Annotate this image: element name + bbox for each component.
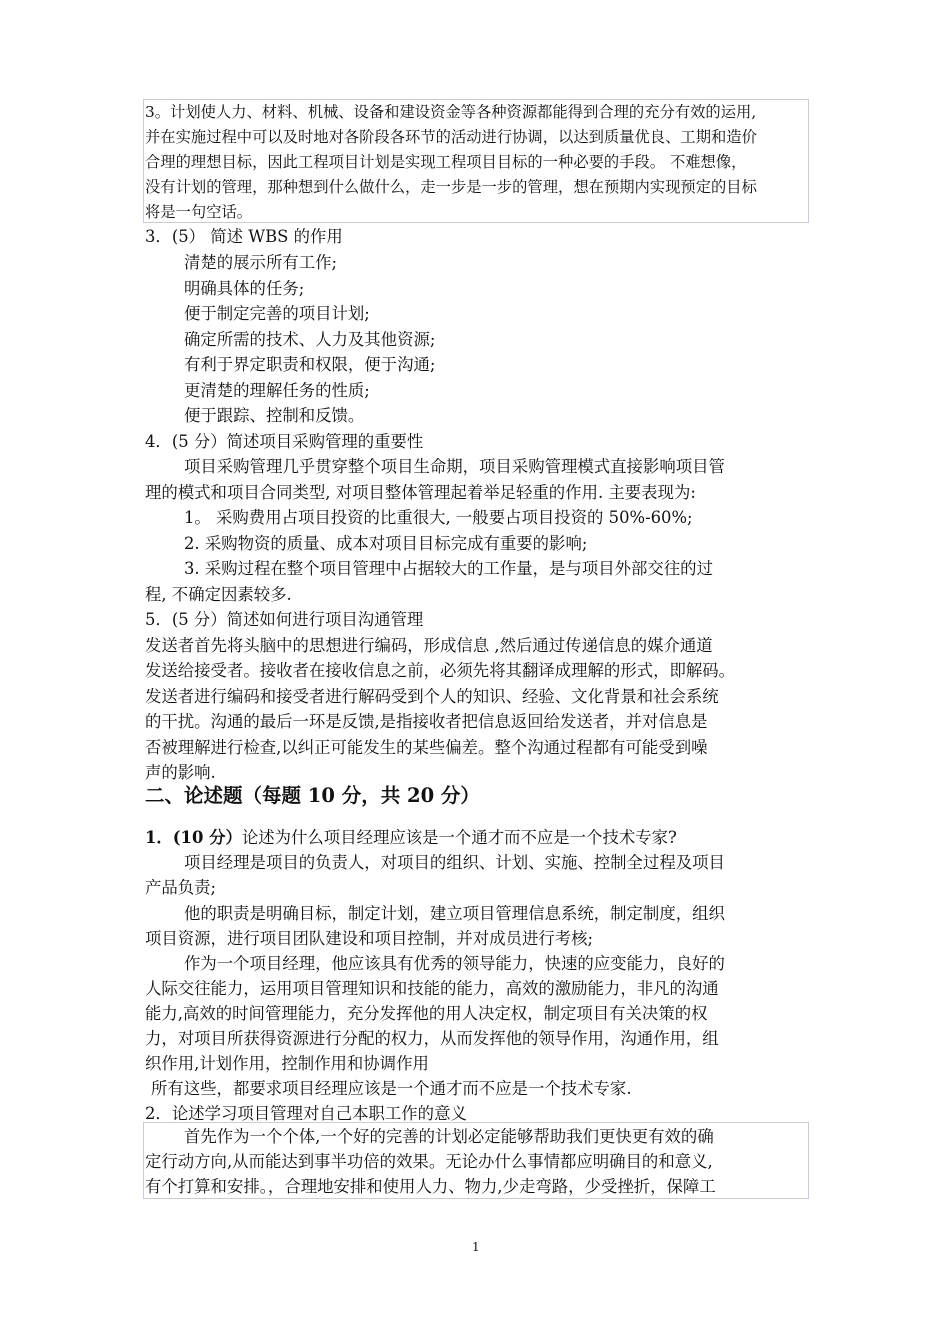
question-title: 4．(5 分）简述项目采购管理的重要性	[145, 432, 424, 451]
paragraph-line: 首先作为一个个体,一个好的完善的计划必定能够帮助我们更快更有效的确	[184, 1127, 714, 1146]
paragraph-line: 将是一句空话。	[145, 203, 253, 221]
question-text: 论述为什么项目经理应该是一个通才而不应是一个技术专家?	[241, 828, 677, 847]
list-item: 确定所需的技术、人力及其他资源;	[184, 330, 436, 349]
paragraph-line: 作为一个项目经理，他应该具有优秀的领导能力，快速的应变能力，良好的	[184, 954, 725, 973]
paragraph-line: 1。 采购费用占项目投资的比重很大, 一般要占项目投资的 50%-60%;	[184, 508, 693, 527]
paragraph-line: 发送者首先将头脑中的思想进行编码，形成信息 ,然后通过传递信息的媒介通道	[145, 636, 713, 655]
question-number: 1．(10 分）	[145, 828, 242, 847]
list-item: 便于跟踪、控制和反馈。	[184, 406, 365, 425]
section-heading: 二、论述题（每题 10 分，共 20 分）	[145, 784, 480, 807]
question-title: 5．(5 分）简述如何进行项目沟通管理	[145, 610, 424, 629]
paragraph-line: 的干扰。沟通的最后一环是反馈,是指接收者把信息返回给发送者，并对信息是	[145, 712, 708, 731]
list-item: 有利于界定职责和权限，便于沟通;	[184, 355, 436, 374]
paragraph-line: 程, 不确定因素较多.	[145, 585, 292, 604]
paragraph-line: 定行动方向,从而能达到事半功倍的效果。无论办什么事情都应明确目的和意义,	[145, 1152, 713, 1171]
paragraph-line: 声的影响.	[145, 763, 216, 782]
question-title: 3．(5） 简述 WBS 的作用	[145, 227, 343, 246]
paragraph-line: 2. 采购物资的质量、成本对项目目标完成有重要的影响;	[184, 534, 588, 553]
paragraph-line: 发送给接受者。接收者在接收信息之前，必须先将其翻译成理解的形式，即解码。	[145, 661, 736, 680]
paragraph-line: 项目采购管理几乎贯穿整个项目生命期，项目采购管理模式直接影响项目管	[184, 457, 725, 476]
paragraph-line: 3. 采购过程在整个项目管理中占据较大的工作量，是与项目外部交往的过	[184, 559, 713, 578]
list-item: 清楚的展示所有工作;	[184, 253, 338, 272]
paragraph-line: 没有计划的管理，那种想到什么做什么，走一步是一步的管理，想在预期内实现预定的目标	[145, 178, 757, 196]
paragraph-line: 力，对项目所获得资源进行分配的权力，从而发挥他的领导作用，沟通作用，组	[145, 1029, 719, 1048]
paragraph-line: 并在实施过程中可以及时地对各阶段各环节的活动进行协调，以达到质量优良、工期和造价	[145, 128, 757, 146]
paragraph-line: 合理的理想目标，因此工程项目计划是实现工程项目目标的一种必要的手段。 不难想像，	[145, 153, 747, 171]
paragraph-line: 项目经理是项目的负责人，对项目的组织、计划、实施、控制全过程及项目	[184, 853, 725, 872]
page-number: 1	[472, 1240, 480, 1254]
paragraph-line: 他的职责是明确目标，制定计划，建立项目管理信息系统，制定制度，组织	[184, 904, 725, 923]
question-title: 2．论述学习项目管理对自己本职工作的意义	[145, 1104, 467, 1123]
list-item: 更清楚的理解任务的性质;	[184, 381, 370, 400]
paragraph-line: 产品负责;	[145, 878, 217, 897]
paragraph-line: 理的模式和项目合同类型, 对项目整体管理起着举足轻重的作用. 主要表现为:	[145, 483, 696, 502]
paragraph-line: 项目资源，进行项目团队建设和项目控制，并对成员进行考核;	[145, 929, 594, 948]
paragraph-line: 织作用,计划作用，控制作用和协调作用	[145, 1054, 429, 1073]
paragraph-line: 3。计划使人力、材料、机械、设备和建设资金等各种资源都能得到合理的充分有效的运用,	[145, 103, 757, 121]
question-title	[145, 826, 677, 850]
list-item: 明确具体的任务;	[184, 279, 305, 298]
paragraph-line: 有个打算和安排。，合理地安排和使用人力、物力,少走弯路，少受挫折，保障工	[145, 1177, 716, 1196]
paragraph-line: 所有这些，都要求项目经理应该是一个通才而不应是一个技术专家.	[151, 1079, 632, 1098]
paragraph-line: 能力,高效的时间管理能力，充分发挥他的用人决定权，制定项目有关决策的权	[145, 1004, 708, 1023]
paragraph-line: 人际交往能力，运用项目管理知识和技能的能力，高效的激励能力，非凡的沟通	[145, 979, 719, 998]
paragraph-line: 发送者进行编码和接受者进行解码受到个人的知识、经验、文化背景和社会系统	[145, 687, 719, 706]
paragraph-line: 否被理解进行检查,以纠正可能发生的某些偏差。整个沟通过程都有可能受到噪	[145, 738, 708, 757]
list-item: 便于制定完善的项目计划;	[184, 304, 370, 323]
